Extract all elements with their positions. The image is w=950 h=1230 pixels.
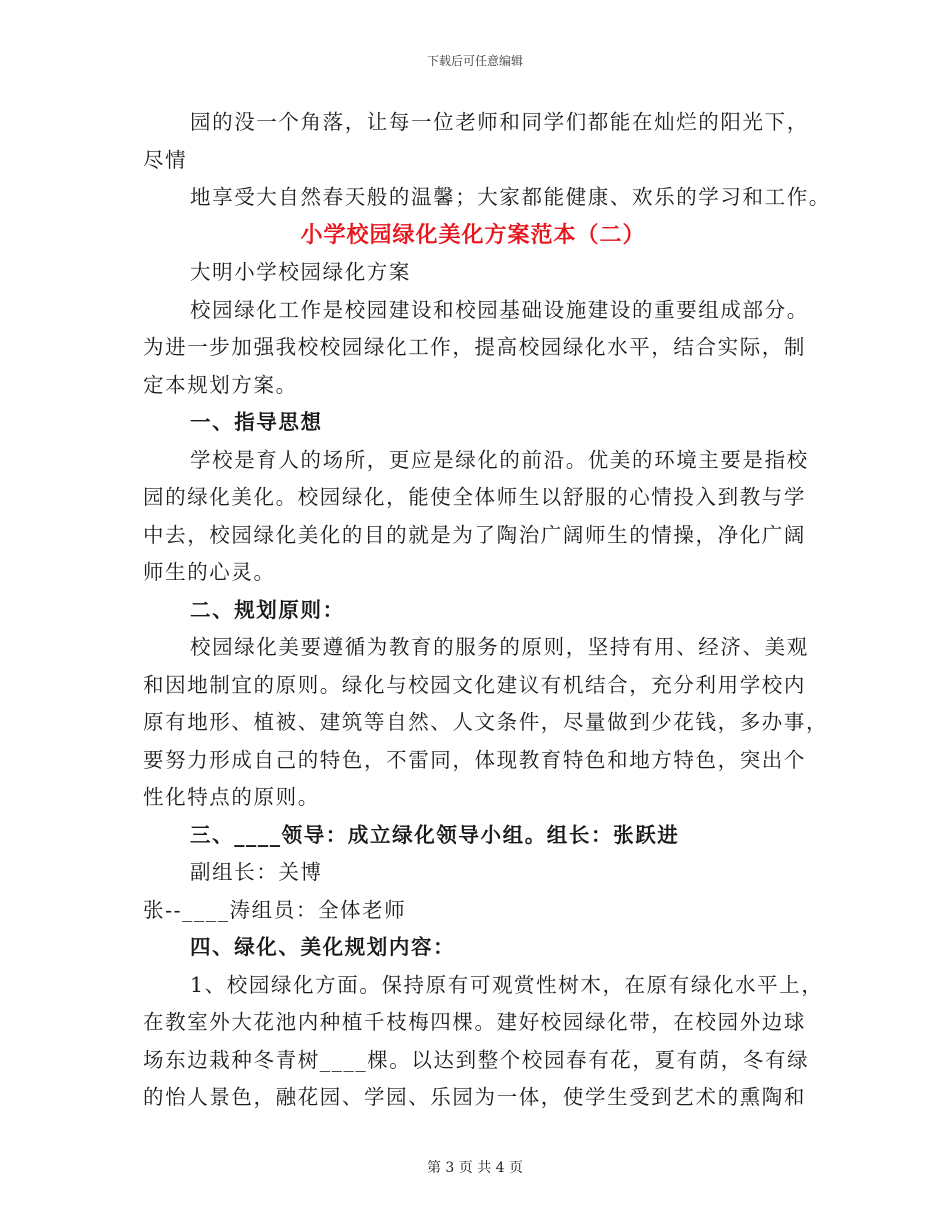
paragraph-line: 1、校园绿化方面。保持原有可观赏性树木，在原有绿化水平上， <box>190 972 824 997</box>
paragraph-line: 中去，校园绿化美化的目的就是为了陶治广阔师生的情操，净化广阔 <box>143 522 806 547</box>
paragraph-line: 大明小学校园绿化方案 <box>190 260 411 284</box>
paragraph-line: 为进一步加强我校校园绿化工作，提高校园绿化水平，结合实际，制 <box>143 335 806 359</box>
section-heading: 二、规划原则： <box>190 597 345 622</box>
section-heading: 四、绿化、美化规划内容： <box>190 935 456 959</box>
document-body <box>143 104 831 1117</box>
paragraph-line: 在教室外大花池内种植千枝梅四棵。建好校园绿化带，在校园外边球 <box>143 1010 806 1034</box>
paragraph-line: 园的绿化美化。校园绿化，能使全体师生以舒服的心情投入到教与学 <box>143 485 806 509</box>
paragraph-line: 要努力形成自己的特色，不雷同，体现教育特色和地方特色，突出个 <box>143 747 806 772</box>
paragraph-line: 张--____涛组员：全体老师 <box>143 897 407 922</box>
page-header: 下载后可任意编辑 <box>426 54 523 68</box>
section-heading: 一、指导思想 <box>190 410 323 434</box>
page-number: 第 3 页 共 4 页 <box>426 1160 524 1176</box>
paragraph-line: 学校是育人的场所，更应是绿化的前沿。优美的环境主要是指校 <box>190 447 809 472</box>
paragraph-line: 师生的心灵。 <box>143 560 276 584</box>
paragraph-line: 校园绿化美要遵循为教育的服务的原则，坚持有用、经济、美观 <box>190 635 809 659</box>
paragraph-line: 原有地形、植被、建筑等自然、人文条件，尽量做到少花钱，多办事， <box>143 710 829 734</box>
paragraph-line: 和因地制宜的原则。绿化与校园文化建议有机结合，充分利用学校内 <box>143 672 806 697</box>
paragraph-line: 定本规划方案。 <box>143 372 298 397</box>
paragraph-line: 园的没一个角落，让每一位老师和同学们都能在灿烂的阳光下， <box>190 110 809 134</box>
section-title: 小学校园绿化美化方案范本（二） <box>300 221 646 248</box>
section-heading: 三、____领导：成立绿化领导小组。组长：张跃进 <box>190 822 680 847</box>
paragraph-line: 副组长：关博 <box>190 860 323 884</box>
paragraph-line: 性化特点的原则。 <box>143 785 320 809</box>
paragraph-line: 校园绿化工作是校园建设和校园基础设施建设的重要组成部分。 <box>190 297 809 322</box>
paragraph-line: 场东边栽种冬青树____棵。以达到整个校园春有花，夏有荫，冬有绿 <box>143 1047 810 1072</box>
paragraph-line: 地享受大自然春天般的温馨；大家都能健康、欢乐的学习和工作。 <box>190 185 831 209</box>
paragraph-line: 的怡人景色，融花园、学园、乐园为一体，使学生受到艺术的熏陶和 <box>143 1085 806 1109</box>
paragraph-line: 尽情 <box>143 147 188 172</box>
